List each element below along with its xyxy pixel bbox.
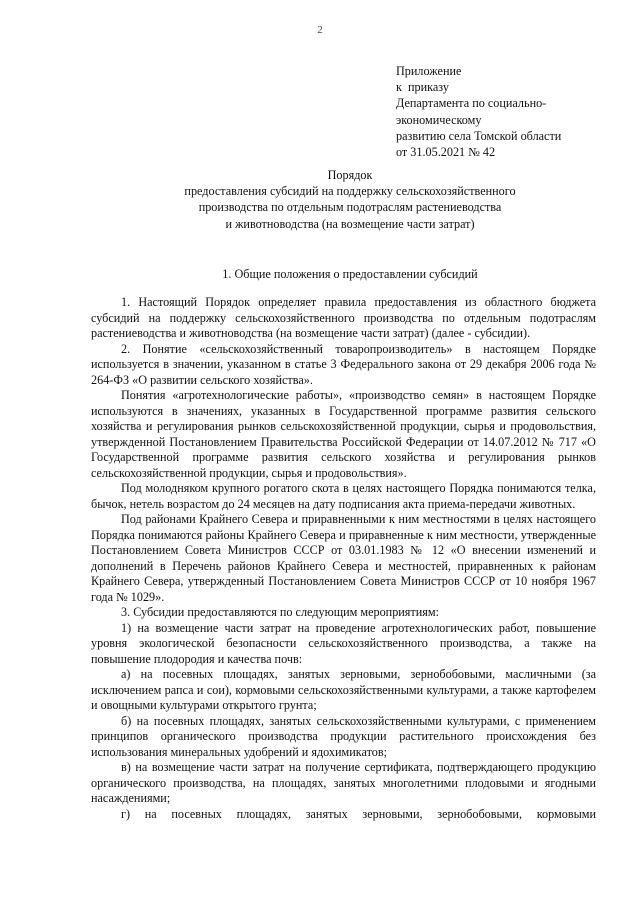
paragraph: 3. Субсидии предоставляются по следующим мероприятиям: (121, 605, 439, 619)
page-number: 2 (317, 24, 323, 36)
paragraph: в) на возмещение части затрат на получение сертификата, подтверждающего продукцию органического производства, на площадях, занятых многолетними плодовыми и ягодными насаждениями; (91, 760, 596, 805)
paragraph: Понятия «агротехнологические работы», «производство семян» в настоящем Порядке используются в значениях, указанных в Государственной программе развития сельского хозяйства и регулирования рынков сельскохозяйственной продукции, сырья и продовольствия, утвержденной Постановлением Правительства Российской Федерации от 14.07.2012 № 717 «О Государственной программе развития сельского хозяйства и регулирования рынков сельскохозяйственной продукции, сырья и продовольствия». (91, 388, 596, 480)
paragraph: 2. Понятие «сельскохозяйственный товаропроизводитель» в настоящем Порядке используется в значении, указанном в статье 3 Федерального закона от 29 декабря 2006 года № 264-ФЗ «О развитии сельского хозяйства». (91, 341, 596, 387)
section-heading: 1. Общие положения о предоставлении субсидий (222, 267, 478, 281)
paragraph: 1. Настоящий Порядок определяет правила предоставления из областного бюджета субсидий на поддержку сельскохозяйственного производства по отдельным подотраслям растениеводства и животноводства (на возмещение части затрат) (далее - субсидии). (91, 295, 596, 340)
title-line: Порядок (327, 168, 373, 182)
paragraph: Под молодняком крупного рогатого скота в целях настоящего Порядка понимаются телка, бычок, нетель возрастом до 24 месяцев на дату подписания акта приема-передачи животных. (91, 481, 596, 511)
paragraph: 1) на возмещение части затрат на проведение агротехнологических работ, повышение уровня экологической безопасности сельскохозяйственного производства, а также на повышение плодородия и качества почв: (91, 620, 596, 666)
appendix-line: от 31.05.2021 № 42 (396, 145, 496, 160)
paragraph: а) на посевных площадях, занятых зерновыми, зернобобовыми, масличными (за исключением рапса и сои), кормовыми сельскохозяйственными культурами, а также картофелем и овощными культурами открытого грунта; (91, 667, 596, 712)
paragraph: г) на посевных площадях, занятых зерновыми, зернобобовыми, кормовыми (121, 806, 596, 821)
appendix-block (396, 63, 616, 160)
appendix-line: Департамента по социально- (396, 96, 547, 111)
title-line: предоставления субсидий на поддержку сельскохозяйственного (184, 184, 516, 199)
appendix-line: экономическому (396, 112, 482, 127)
paragraph: б) на посевных площадях, занятых сельскохозяйственными культурами, с применением принципов органического производства продукции растительного происхождения без использования минеральных удобрений и ядохимикатов; (91, 713, 596, 759)
title-line: производства по отдельным подотраслям растениеводства (198, 200, 502, 215)
document-title (120, 167, 580, 232)
document-body (91, 295, 596, 822)
paragraph: Под районами Крайнего Севера и приравненными к ним местностями в целях настоящего Порядка понимаются районы Крайнего Севера и приравненные к ним местности, утвержденные Постановлением Совета Министров СССР от 03.01.1983 № 12 «О внесении изменений и дополнений в Перечень районов Крайнего Севера и местностей, приравненных к районам Крайнего Севера, утвержденный Постановлением Совета Министров СССР от 10 ноября 1967 года № 1029». (91, 512, 596, 604)
title-line: и животноводства (на возмещение части затрат) (225, 216, 475, 231)
appendix-line: к приказу (396, 80, 449, 95)
appendix-line: Приложение (396, 64, 462, 78)
appendix-line: развитию села Томской области (396, 128, 562, 143)
